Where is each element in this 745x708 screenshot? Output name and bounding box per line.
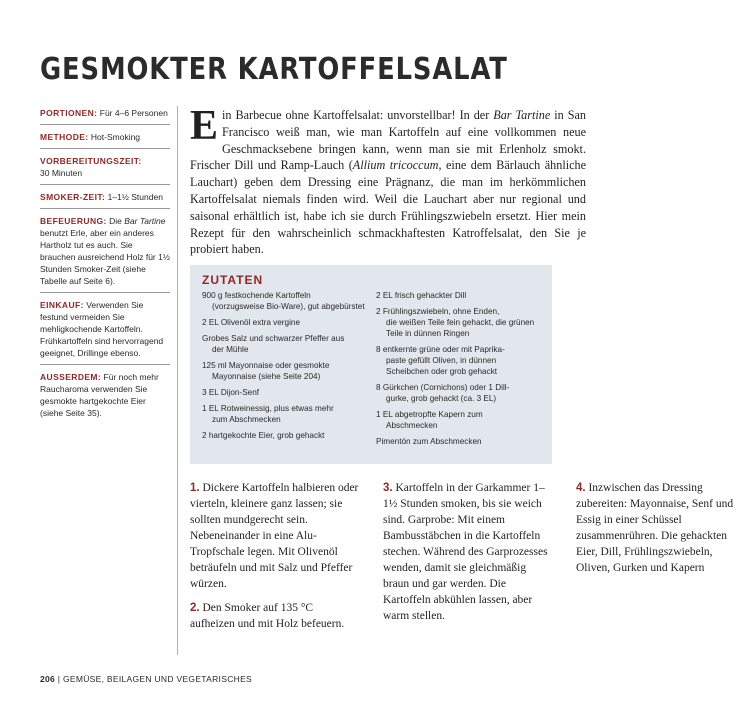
info-ausserdem <box>40 371 170 419</box>
info-methode <box>40 131 170 149</box>
ingredient-item: 2 EL frisch gehackter Dill <box>376 291 467 300</box>
info-portionen <box>40 107 170 125</box>
info-label: METHODE: <box>40 132 89 142</box>
ingredient-item: 2 EL Olivenöl extra vergine <box>202 318 300 327</box>
intro-text: in Barbecue ohne Kartoffelsalat: unvorstellbar! In der <box>222 108 494 122</box>
step-number: 3. <box>383 482 393 494</box>
info-value: 1–1½ Stunden <box>107 192 163 202</box>
step-text: Kartoffeln in der Garkammer 1–1½ Stunden smoken, bis sie weich sind. Garprobe: Mit einem Bambusstäbchen in die Kartoffeln stechen. Während des Garprozesses wenden, damit sie gleichmäßig braun und gar werden. Die Kartoffeln abkühlen lassen, aber warm stellen. <box>383 482 548 622</box>
info-value-emphasis: Bar Tartine <box>124 216 166 226</box>
page-number: 206 <box>40 674 56 684</box>
info-value: Hot-Smoking <box>90 132 141 142</box>
page-title: GESMOKTER KARTOFFELSALAT <box>40 52 508 87</box>
ingredient-item: 900 g festkochende Kartoffeln (vorzugsweise Bio-Ware), gut abgebürstet <box>202 291 365 311</box>
ingredient-item: 2 hartgekochte Eier, grob gehackt <box>202 431 325 440</box>
ingredient-item: 1 EL abgetropfte Kapern zum Abschmecken <box>376 410 483 430</box>
info-value: Verwenden Sie festund vermeiden Sie mehligkochende Kartoffeln. Frühkartoffeln sind hervorragend geeignet, Drillinge ebenso. <box>40 300 164 358</box>
step <box>576 480 745 576</box>
intro-text: , eine dem Bärlauch ähnliche Lauchart) geben dem Dressing eine Prägnanz, die man im herkömmlichen Kartoffelsalat niemals finden wird. Weil die Lauchart aber nur regional und saisonal erhältlich ist, habe ich sie durch Frühlingszwiebeln ersetzt. Hier mein Rezept für den wahrscheinlich schmackhaftesten Katroffelsalat, den Sie je probiert haben. <box>190 158 587 257</box>
info-label: AUSSERDEM: <box>40 372 102 382</box>
intro-emphasis: Bar Tartine <box>493 108 551 122</box>
info-value: Für noch mehr Raucharoma verwenden Sie gesmokte hartgekochte Eier (siehe Seite 35). <box>40 372 159 418</box>
ingredients-title: ZUTATEN <box>202 273 264 287</box>
ingredients-right-column <box>376 290 540 452</box>
info-befeuerung <box>40 215 170 293</box>
ingredient-item: 8 Gürkchen (Cornichons) oder 1 Dill- gurke, grob gehackt (ca. 3 EL) <box>376 383 510 403</box>
step-text: Den Smoker auf 135 °C aufheizen und mit Holz befeuern. <box>190 602 345 630</box>
info-smokerzeit <box>40 191 170 209</box>
step <box>190 480 359 592</box>
info-value: Für 4–6 Personen <box>99 108 168 118</box>
ingredients-box <box>190 265 552 464</box>
step-number: 4. <box>576 482 586 494</box>
step-number: 2. <box>190 602 200 614</box>
intro-paragraph <box>190 103 587 258</box>
instructions <box>190 480 734 650</box>
ingredient-item: 3 EL Dijon-Senf <box>202 388 260 397</box>
info-value: 30 Minuten <box>40 168 83 178</box>
info-einkauf <box>40 299 170 365</box>
ingredient-item: 1 EL Rotweinessig, plus etwas mehr zum Abschmecken <box>202 404 334 424</box>
ingredient-item: 2 Frühlingszwiebeln, ohne Enden, die weißen Teile fein gehackt, die grünen Teile in dünnen Ringen <box>376 307 535 338</box>
info-value: benutzt Erle, aber ein anderes Hartholz tut es auch. Sie brauchen ausreichend Holz für 1½ Stunden Smoker-Zeit (siehe Tabelle auf Seite 6). <box>40 228 170 286</box>
step <box>383 480 552 624</box>
ingredient-item: 125 ml Mayonnaise oder gesmokte Mayonnaise (siehe Seite 204) <box>202 361 330 381</box>
info-label: VORBEREITUNGSZEIT: <box>40 156 142 166</box>
step-number: 1. <box>190 482 200 494</box>
intro-text: in San Francisco weiß man, wie man Kartoffeln auf eine vollkommen neue Geschmacksebene bringen kann, wenn man sie mit Erlenholz smokt. Frischer Dill und Ramp-Lauch ( <box>190 108 586 173</box>
column-divider <box>177 106 178 655</box>
footer-separator: | <box>57 674 61 684</box>
drop-cap: E <box>190 103 219 149</box>
intro-emphasis: Allium tricoccum <box>352 158 439 173</box>
ingredient-item: Pimentón zum Abschmecken <box>376 437 482 446</box>
info-label: BEFEUERUNG: <box>40 216 107 226</box>
step <box>190 600 359 632</box>
ingredient-item: Grobes Salz und schwarzer Pfeffer aus der Mühle <box>202 334 345 354</box>
section-title: GEMÜSE, BEILAGEN UND VEGETARISCHES <box>62 674 253 684</box>
recipe-info-sidebar <box>40 107 170 425</box>
step-text: Inzwischen das Dressing zubereiten: Mayonnaise, Senf und Essig in einer Schüssel zusammenrühren. Die gehackten Eier, Dill, Frühlingszwiebeln, Oliven, Gurken und Kapern <box>576 482 734 574</box>
info-vorbereitungszeit <box>40 155 170 185</box>
info-label: PORTIONEN: <box>40 108 98 118</box>
ingredient-item: 8 entkernte grüne oder mit Paprika- paste gefüllt Oliven, in dünnen Scheibchen oder grob gehackt <box>376 345 505 376</box>
info-label: EINKAUF: <box>40 300 84 310</box>
step-text: Dickere Kartoffeln halbieren oder vierteln, kleinere ganz lassen; sie sollten mundgerecht sein. Nebeneinander in eine Alu-Tropfschale legen. Mit Olivenöl beträufeln und mit Salz und Pfeffer würzen. <box>190 482 359 590</box>
info-label: SMOKER-ZEIT: <box>40 192 106 202</box>
info-value: Die <box>109 216 125 226</box>
page-footer <box>40 674 252 684</box>
ingredients-left-column <box>202 290 366 452</box>
